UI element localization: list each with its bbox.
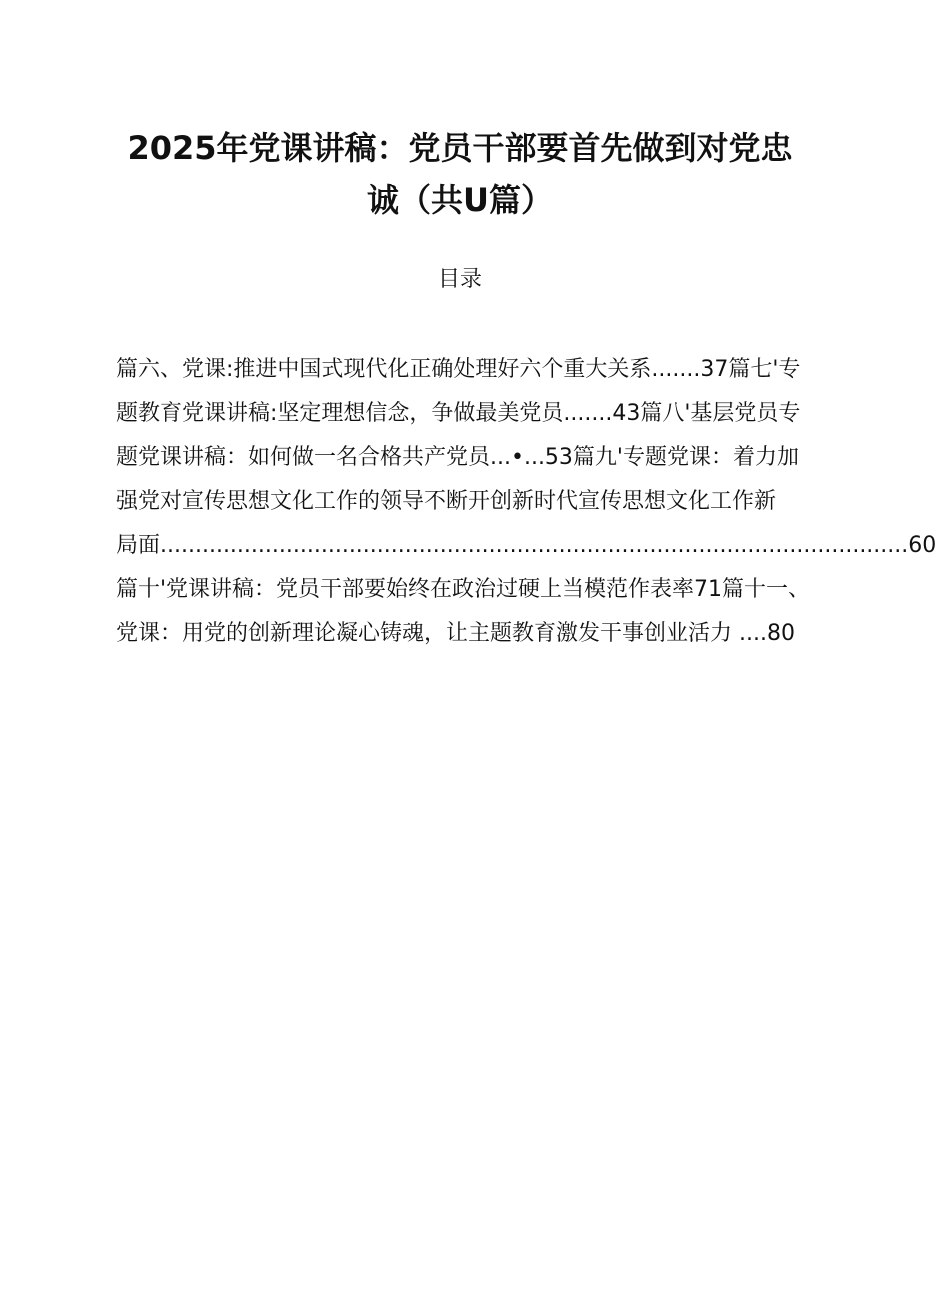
toc-line: 局面...........................................................................................................60: [116, 533, 936, 558]
toc-line: 篇十'党课讲稿：党员干部要始终在政治过硬上当模范作表率71篇十一、: [116, 577, 811, 602]
toc-line: 篇六、党课:推进中国式现代化正确处理好六个重大关系.......37篇七'专: [116, 357, 801, 382]
document-title-line-1: 2025年党课讲稿：党员干部要首先做到对党忠: [127, 129, 793, 167]
toc-line: 题党课讲稿：如何做一名合格共产党员...•...53篇九'专题党课：着力加: [116, 445, 799, 470]
toc-line: 强党对宣传思想文化工作的领导不断开创新时代宣传思想文化工作新: [116, 489, 777, 514]
toc-heading: 目录: [437, 267, 482, 292]
toc-line: 党课：用党的创新理论凝心铸魂，让主题教育激发干事创业活力 ....80: [116, 621, 795, 646]
document-title-line-2: 诚（共U篇）: [367, 181, 553, 219]
toc-line: 题教育党课讲稿:坚定理想信念，争做最美党员.......43篇八'基层党员专: [116, 401, 801, 426]
table-of-contents: [116, 348, 936, 656]
